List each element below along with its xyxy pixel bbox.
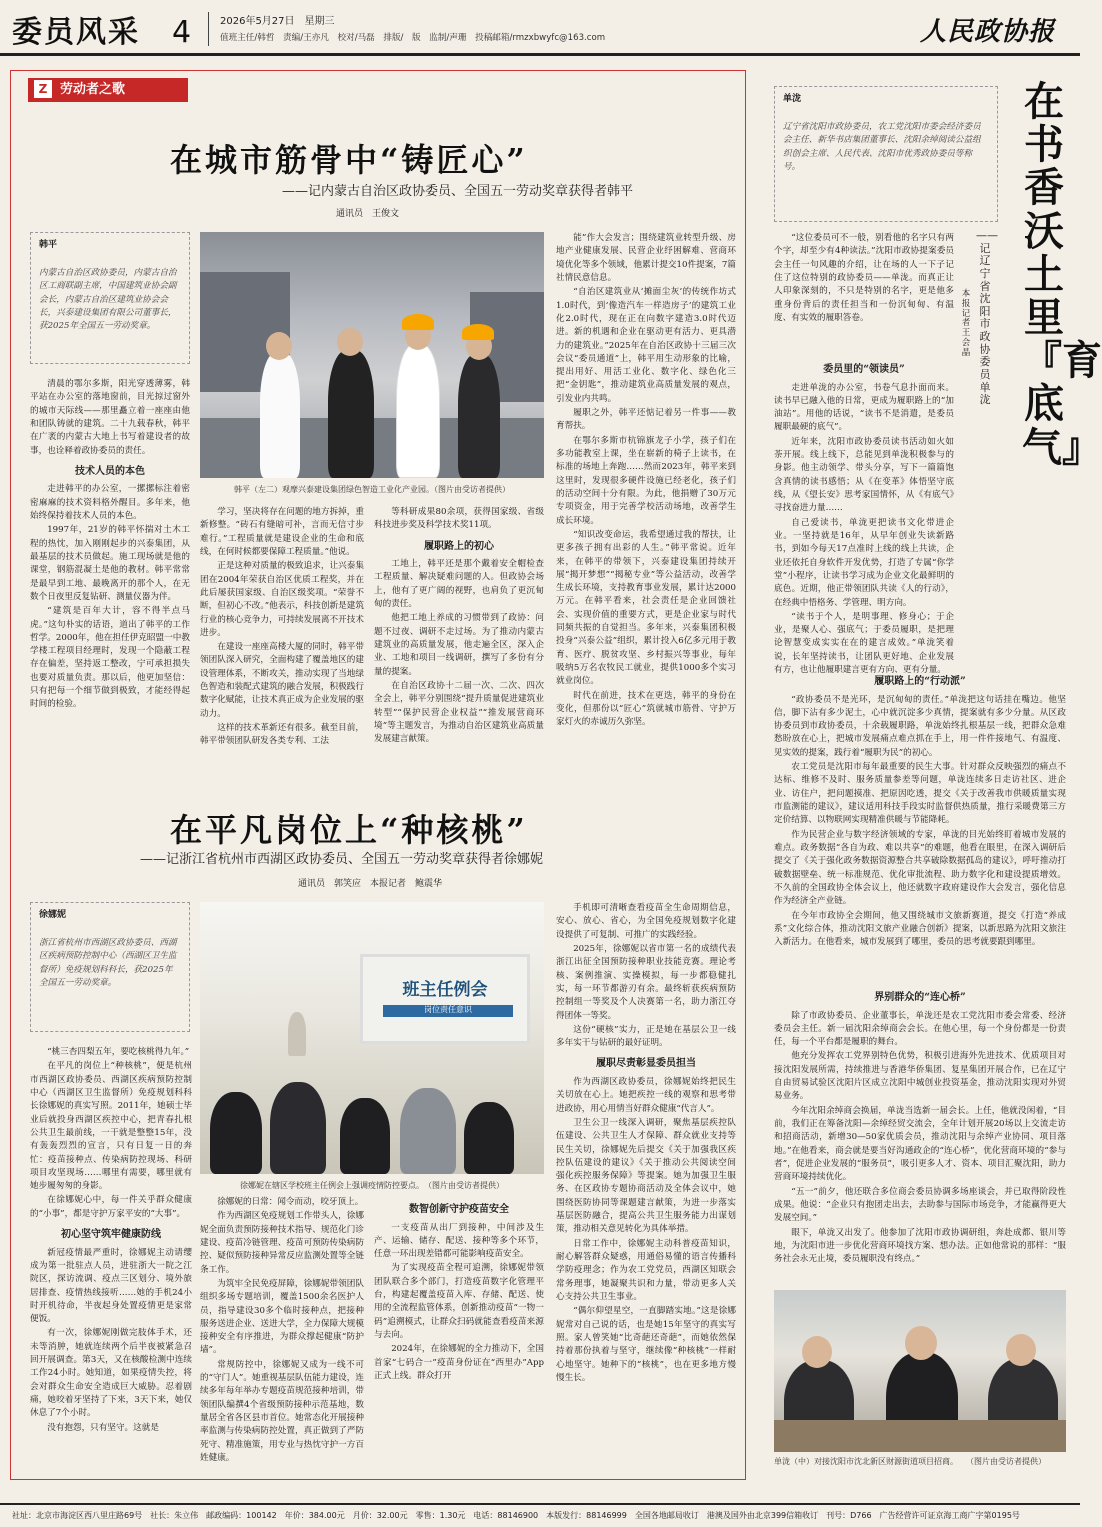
photo-helmet (462, 324, 494, 340)
paragraph: 这份“硬核”实力，正是她在基层公卫一线多年实干与钻研的最好证明。 (556, 1024, 736, 1049)
photo-person (260, 352, 300, 478)
paragraph: “五一”前夕，他还联合多位商会委员协调多场座谈会，并已取得阶段性成果。他说：“企业只有抱团走出去，去助参与国际市场竞争，才能赢得更大发展空间。” (774, 1186, 1066, 1224)
article2-title: 在平凡岗位上“种核桃” (170, 811, 528, 849)
article2-column-1 (30, 1046, 192, 1470)
paragraph: “这位委员可不一般，别看他的名字只有两个字，却至少有4种读法。”沈阳市政协提案委员会主任一句风趣的介绍，让在场的人一下子记住了这位特别的政协委员——单泷。而真正让人印象深刻的，不只是特别的名字，更是他多重身份背后的责任担当和一份沉甸甸、有温度、有实效的履职答卷。 (774, 233, 954, 323)
section-name: 委员风采 (12, 15, 140, 50)
paragraph: 眼下，单泷又出发了。他参加了沈阳市政协调研组，奔赴成都、银川等地，为沈阳市进一步优化营商环境找方案、想办法。正如他常说的那样：“服务社会永无止境，委员履职没有终点。” (774, 1227, 1066, 1265)
article2-bio-text: 浙江省杭州市西湖区政协委员、西湖区疾病预防控制中心（西湖区卫生监督所）免疫规划科科长，获2025年全国五一劳动奖章。 (39, 937, 177, 988)
paragraph: 在自治区政协十二届一次、二次、四次全会上，韩平分别围绕“提升质量促进建筑业转型”“保护民营企业权益”“推发展营商环境”等主题发言，为推动自治区建筑业高质量发展建言献策。 (374, 680, 544, 745)
article3-photo (774, 1290, 1066, 1452)
paragraph: 近年来，沈阳市政协委员读书活动如火如荼开展。线上线下，总能见到单泷积极参与的身影。他主动领学、带头分享，写下一篇篇饱含真情的读书感悟；从《在变革》体悟坚守底线，从《望长安》思考家国情怀，从《有底气》寻找奋进力量…… (774, 436, 954, 514)
article3-intro (774, 232, 954, 354)
photo-head (1006, 1334, 1036, 1366)
paragraph: “自治区建筑业从‘摊面尘灰’的传统作坊式1.0时代，到‘像造汽车一样造房子’的建筑工业化2.0时代，现在正在向数字建造3.0时代迈进。新的机遇和企业在驱动更有活力、更具潜力的建筑业。”2025年在自治区政协十三届三次会议“委员通道”上，韩平用生动形象的比喻，提出用好、用活工业化、数字化、绿色化三把“金钥匙”，推动建筑业高质量发展的观点，引发业内共鸣。 (556, 287, 736, 404)
paragraph: 常规防控中，徐娜妮又成为一线不可的“守门人”。她重视基层队伍能力建设，连续多年每年举办专题疫苗规范接种培训，带领团队编撰4个省级预防接种示范基地，数量居全省各区县市首位。她常态化开展接种率监测与传染病防控处置，真正做到了严防死守、精准施策，用专业与热忱守护一方百姓健康。 (200, 1359, 364, 1463)
paragraph: 这样的技术革新还有很多。截至目前，韩平带领团队研发各类专利、工法 (200, 723, 364, 747)
photo-person (328, 350, 374, 478)
photo-speaker (288, 1012, 306, 1056)
photo-head (266, 332, 292, 360)
photo-person (396, 344, 440, 478)
paragraph: 走进单泷的办公室，书卷气息扑面而来。读书早已融入他的日常，更成为履职路上的“加油站”。用他的话说，“读书不是消遣，是委员履职最硬的底气”。 (774, 382, 954, 433)
article1-subheading-1: 技术人员的本色 (75, 465, 145, 477)
paragraph: 1997年，21岁的韩平怀揣对土木工程的热忱，加入刚刚起步的兴泰集团，从最基层的技术员做起。施工现场就是他的课堂，钢筋混凝土是他的教材。韩平常常是最早到工地、最晚离开的那个人，在无数个日夜里反复钻研、测量仪器为伴。 (30, 525, 190, 602)
photo-audience (464, 1102, 514, 1174)
column-tag-label: 劳动者之歌 (60, 82, 126, 97)
article2-byline: 通讯员 郭笑应 本报记者 鲍震华 (298, 879, 443, 889)
paragraph: “知识改变命运，我希望通过我的帮扶，让更多孩子拥有出彩的人生。”韩平常说。近年来，在韩平的带领下，兴泰建设集团持续开展“揭开梦想”“揭秘专业”等公益活动，改善学生成长环境，支持教育事业发展，累计达2000万元。在韩平看来，社会责任是企业回馈社会、实现价值的重要方式，更是企业家与时代同频共振的自觉担当。多年来，兴泰集团积极投身“兴泰公益”组织，累计投入6亿多元用于教育、医疗、脱贫攻坚、乡村振兴等事业，每年吸纳5万名农牧民工就业，提供1000多个实习就业岗位。 (556, 529, 736, 687)
article3-title-block (1008, 78, 1102, 640)
article3-bio-box (774, 86, 998, 222)
page-number: 4 (172, 15, 192, 50)
paragraph: 日常工作中，徐娜妮主动科普疫苗知识，耐心解答群众疑惑，用通俗易懂的语言传播科学防疫理念；作为农工党党员，西湖区知联会常务理事，她凝聚共识和力量，带动更多人关心支持公共卫生事业。 (556, 1238, 736, 1302)
paragraph: 没有抱怨，只有坚守。这就是 (47, 1422, 159, 1433)
paragraph: “偶尔仰望星空，一直脚踏实地。”这是徐娜妮常对自己说的话，也是她15年坚守的真实写照。家人曾笑她“比奇葩还奇葩”，而她依然保持着那份执着与坚守，继续像“种核桃”一样耐心地坚守。她种下的“核桃”，也在更多地方慢慢生长。 (556, 1306, 736, 1383)
footer: 社址：北京市海淀区西八里庄路69号 社长：朱立伟 邮政编码：100142 年价：384.00元 月价：32.00元 零售：1.30元 电话：88146900 本版发行：88146999 全国各地邮局收订 港澳及国外由北京399信箱收订 刊号：D766 广告经营许可证京海工商广字第0195号 (0, 1503, 1080, 1527)
article2-column-3 (374, 1196, 544, 1470)
paragraph: 为筑牢全民免疫屏障，徐娜妮带领团队组织多场专题培训，覆盖1500余名医护人员，指导建设30多个临时接种点，把接种服务送进企业、送进大学，全力保障大规模接种安全有序推进，为群众撑起健康“防护墙”。 (200, 1278, 364, 1356)
paragraph: 正是这种对质量的极致追求，让兴泰集团在2004年荣获自治区优质工程奖，并在此后屡获国家级、自治区级奖项。“荣誉不断，但初心不改。”他表示，科技创新是建筑行业的核心竞争力，可持续发展离不开技术进步。 (200, 561, 364, 638)
paragraph: 2025年，徐娜妮以省市第一名的成绩代表浙江出征全国预防接种职业技能竞赛。理论考核、案例推演、实操模拟，每一步都稳健扎实，每一环节都游刃有余。最终斩获疾病预防控制组一等奖及个人决赛第一名，助力浙江夺得团体一等奖。 (556, 943, 736, 1021)
paragraph: 作为民营企业与数字经济领域的专家，单泷的目光始终盯着城市发展的难点。政务数据“各自为政、难以共享”的难题，他看在眼里，在深入调研后提交了《关于强化政务数据资源整合共享破除数据孤岛的建议》，呼吁推动打破数据壁垒、统一标准规范、优化审批流程、助力数字化和建设提质增效。不久前的全国政协全体会议上，他还就数字政府建设作大会发言，强化信息作为经济全产业链。 (774, 829, 1066, 907)
paragraph: 在徐娜妮心中，每一件关乎群众健康的“小事”，都是守护万家平安的“大事”。 (30, 1195, 192, 1219)
article1-byline: 通讯员 王俊文 (336, 209, 400, 219)
article3-byline: 本报记者 王会晶 (961, 289, 979, 358)
photo-head (905, 1326, 937, 1360)
paragraph: 一支疫苗从出厂到接种，中间涉及生产、运输、储存、配送、接种等多个环节，任意一环出现差错都可能影响疫苗安全。 (374, 1222, 544, 1260)
paragraph: 在鄂尔多斯市杭锦旗龙子小学，孩子们在多功能教室上课，坐在崭新的椅子上读书，在标准的场地上奔跑……然而2023年，韩平来到这里时，发现很多硬件设施已经老化，孩子们的活动空间十分有限。为此，他捐赠了30万元专项资金，用于完善学校活动场地，改善学生成长环境。 (556, 435, 736, 526)
paragraph: 作为西湖区免疫规划工作带头人，徐娜妮全面负责预防接种技术指导、规范化门诊建设、疫苗冷链管理、疫苗可预防传染病防控、疑似预防接种异常反应监测处置等全链条工作。 (200, 1211, 364, 1275)
paragraph: 他充分发挥农工党界别特色优势，积极引进海外先进技术、优质项目对接沈阳发展所需，持续推进与香港华侨集团、复星集团开展合作，已在辽宁自由贸易试验区沈阳片区成立沈阳中城创业投资基金，推动沈阳实现对外贸易业务。 (774, 1051, 1066, 1102)
newspaper-logo: 人民政协报 (920, 17, 1056, 47)
paragraph: “政协委员不是光环，是沉甸甸的责任。”单泷把这句话挂在嘴边。他坚信，脚下沾有多少泥土，心中就沉淀多少真情，提案就有多少分量。从区政协委员到市政协委员，十余载履职路，单泷始终扎根基层一线，把群众急难愁盼放在心上，把城市发展痛点难点抓在手上，用一件件接地气、有温度、见实效的提案，践行着“履职为民”的初心。 (774, 694, 1066, 758)
header-divider (208, 12, 209, 46)
article1-column-2 (200, 506, 364, 760)
paragraph: 徐娜妮的日常：闻令而动，咬牙顶上。 (217, 1197, 364, 1207)
article2-subheading-3: 履职尽责彰显委员担当 (596, 1058, 696, 1070)
paragraph: 今年沈阳余绰商会换届，单泷当选新一届会长。上任，他就没闲着，“目前，我们正在筹备沈阳—余绰经贸交流会，全年计划开展20场以上交流走访和招商活动，新增30—50家优质会员，推动沈阳与余绰产业协同、项目落地。”在他看来，商会就是要当好沟通政企的“连心桥”，优化营商环境的“参与者”，促进企业发展的“服务员”，吸引更多人才、资本、项目汇聚沈阳，助力营商环境持续优化。 (774, 1105, 1066, 1183)
article1-bio-box (30, 232, 190, 364)
article1-column-1 (30, 378, 190, 760)
article2-subtitle: ——记浙江省杭州市西湖区政协委员、全国五一劳动奖章获得者徐娜妮 (140, 852, 544, 867)
article2-photo-caption: 徐娜妮在辖区学校班主任例会上强调疫情防控要点。 （图片由受访者提供） (240, 1181, 504, 1190)
article1-column-3 (374, 506, 544, 760)
photo-head (802, 1336, 832, 1368)
article1-subheading-2: 履职路上的初心 (424, 540, 494, 552)
photo-helmet (402, 314, 434, 330)
article3-subtitle: ——记辽宁省沈阳市政协委员单泷 (976, 229, 998, 407)
paragraph: 手机即可清晰查看疫苗全生命周期信息，安心、放心、省心，为全国免疫规划数字化建设提供了可复制、可推广的实践经验。 (556, 903, 736, 940)
paragraph: 在今年市政协全会期间，他又围绕城市文旅新赛道，提交《打造“养成系”文化综合体，推动沈阳文旅产业融合创新》提案，以新思路为沈阳文旅注入新活力。在他看来，城市发展到了哪里，委员的思考就要跟到哪里。 (774, 910, 1066, 948)
article3-title: 在书香沃土里『育底气』 (1022, 78, 1102, 471)
article2-bio-name: 徐娜妮 (39, 910, 67, 920)
photo-audience (270, 1082, 326, 1174)
paragraph: 履职之外，韩平还惦记着另一件事——教育帮扶。 (556, 408, 736, 432)
article2-subheading-1: 初心坚守筑牢健康防线 (61, 1229, 161, 1241)
article1-photo (200, 232, 544, 478)
paragraph: “桃三杏四梨五年，要吃核桃得九年。” (47, 1047, 190, 1057)
photo-screen-bar-text: 岗位责任意识 (424, 1005, 472, 1014)
article1-title: 在城市筋骨中“铸匠心” (170, 141, 528, 179)
paragraph: 等科研成果80余项，获得国家级、省级科技进步奖及科学技术奖11项。 (374, 507, 544, 531)
photo-person (458, 354, 500, 478)
article3-section-1 (774, 356, 954, 676)
paragraph: 2024年，在徐娜妮的全力推动下，全国首家“七码合一”疫苗身份证在“西里办”App正式上线。群众打开 (374, 1344, 544, 1381)
date-line: 2026年5月27日 星期三 (220, 16, 335, 27)
paragraph: 走进韩平的办公室，一摞摞标注着密密麻麻的技术资料格外醒目。多年来，他始终保持着技术人员的本色。 (30, 484, 190, 521)
paragraph: 在建设一座座高楼大厦的同时，韩平带领团队深入研究，全面构建了覆盖地区的建设管理体系，不断攻关，推动实现了当地绿色智造和装配式建筑的融合发展，积极践行数字化赋能，让技术真正成为企业发展的驱动力。 (200, 642, 364, 719)
article1-photo-caption: 韩平（左二）观摩兴泰建设集团绿色智造工业化产业园。（图片由受访者提供） (234, 485, 510, 494)
article3-subheading-3: 界别群众的“连心桥” (874, 992, 966, 1003)
paragraph: 工地上，韩平还是那个戴着安全帽检查工程质量、解决疑难问题的人。但政协会场上，他有了更广阔的视野，也肩负了更沉甸甸的责任。 (374, 559, 544, 610)
paragraph: 农工党员是沈阳市每年最重要的民生大事。针对群众反映强烈的痛点不达标、维修不及时、服务质量参差等问题，单泷连续多日走访社区、进企业、访住户，把问题摸准、把原因吃透，提交《关于改善我市供暖质量实现市监测能的建议》，建议适用科技手段实时监督供热质量，推行采暖费第三方定价结算、以物联网实现精准供暖与节能降耗。 (774, 762, 1066, 826)
photo-audience (400, 1088, 456, 1174)
article3-section-2 (774, 668, 1066, 974)
masthead (0, 0, 1080, 56)
article3-subheading-2: 履职路上的“行动派” (874, 676, 966, 687)
article2-subheading-2: 数智创新守护疫苗安全 (409, 1204, 509, 1215)
photo-projection-screen (360, 954, 530, 1044)
article3-bio-text: 辽宁省沈阳市政协委员，农工党沈阳市委会经济委员会主任、新华书店集团董事长、沈阳余绰阅读公益组织创会主席、人民代表、沈阳市优秀政协委员等称号。 (783, 121, 981, 172)
paragraph: 作为西湖区政协委员，徐娜妮始终把民生关切放在心上。她把疾控一线的观察和思考带进政协，用心用情当好群众健康“代言人”。 (556, 1076, 736, 1114)
paragraph: 时代在前进，技术在更迭，韩平的身份在变化，但那份以“匠心”筑就城市筋骨、守护万家灯火的赤诚历久弥坚。 (556, 690, 736, 728)
column-tag-letter: Z (34, 80, 52, 98)
paragraph: “读书于个人，是明事理、修身心；于企业，是聚人心、强底气；于委员履职，是把理论智慧变成实实在在的建言成效。”单泷笑着说，长年坚持读书，让团队更好地、企业发展有方，也让他履职建言更有方向、更有分量。 (774, 611, 954, 676)
paragraph: 新冠疫情最严重时，徐娜妮主动请缨成为第一批驻点人员，进驻浙大一院之江院区，探访流调、疫点三区划分、境外旅居排查、疫情热线接听……她的手机24小时开机待命，半夜起身处置疫情更是家常便饭。 (30, 1247, 192, 1325)
paragraph: 清晨的鄂尔多斯，阳光穿透薄雾，韩平站在办公室的落地窗前，目光掠过窗外的城市天际线——那里矗立着一座座由他和团队铸就的建筑。二十九载春秋，韩平在广袤的内蒙古大地上书写着建设者的故事，也诠释着政协委员的责任。 (30, 379, 190, 456)
photo-table (774, 1420, 1066, 1452)
spacer (1006, 80, 1022, 81)
article2-bio-box (30, 902, 190, 1032)
editors-line: 值班主任/韩哲 责编/王亦凡 校对/马磊 排版/ 版 监制/声珊 投稿邮箱/rmzxbwyfc@163.com (220, 33, 606, 43)
paragraph: 能”作大会发言；围绕建筑业转型升级、房地产业健康发展、民营企业纾困解难、营商环境优化等多个领域，他累计提交10件提案，7篇社情民意信息。 (556, 233, 736, 283)
paragraph: 除了市政协委员、企业董事长，单泷还是农工党沈阳市委会常委、经济委员会主任。新一届沈阳余绰商会会长。在他心里，每一个身份都是一份责任，每一个平台都是履职的舞台。 (774, 1010, 1066, 1048)
photo-audience (210, 1092, 262, 1174)
photo-audience (340, 1098, 390, 1174)
paragraph: “建筑是百年大计，容不得半点马虎。”这句朴实的话语，道出了韩平的工作哲学。2000年，他在担任伊克昭盟一中教学楼工程项目经理时，发现一个隐蔽工程存在偏差，坚持返工整改，宁可承担损失也要对质量负责。那以后，他更加坚信：只有把每一个细节做到极致，才能经得起时间的检验。 (30, 606, 190, 710)
column-tag (28, 78, 188, 102)
article2-column-2 (200, 1196, 364, 1470)
article3-photo-caption: 单泷（中）对接沈阳市沈北新区财源街道项目招商。 （图片由受访者提供） (774, 1457, 1046, 1466)
article1-column-4 (556, 232, 736, 760)
paragraph: 卫生公卫一线深入调研，聚焦基层疾控队伍建设、公共卫生人才保障、群众就业支持等民生关切，徐娜妮先后提交《关于加强我区疾控队伍建设的建议》《关于推动公共阅读空间 强化疾控服务保障》等提案。她为加强卫生服务、在区政协专题协商活动及全体会议中，她围绕医防协同等课题建言献策，为进一步落实基层医防融合，提高公共卫生服务能力出谋划策，推动相关意见转化为具体举措。 (556, 1117, 745, 1235)
article3-subheading-1: 委员里的“领读员” (823, 364, 905, 375)
photo-screen-title: 班主任例会 (402, 980, 488, 1000)
article1-bio-text: 内蒙古自治区政协委员，内蒙古自治区工商联副主席，中国建筑业协会副会长，内蒙古自治区建筑业协会会长，兴泰建设集团有限公司董事长，获2025年全国五一劳动奖章。 (39, 267, 177, 332)
photo-head (337, 328, 363, 356)
paragraph: 他把工地上养成的习惯带到了政协：问题不过夜、调研不走过场。为了推动内蒙古建筑业的高质量发展，他走遍全区，深入企业、工地和项目一线调研，撰写了多份有分量的提案。 (374, 613, 544, 677)
article1-subtitle: ——记内蒙古自治区政协委员、全国五一劳动奖章获得者韩平 (282, 184, 634, 199)
article2-photo (200, 902, 544, 1174)
paragraph: 学习，坚决将存在问题的地方拆掉，重新修整。“砖石有缝暗可补，言而无信寸步难行。”工程质量就是建设企业的生命和底线，在何时候都要保障工程质量。”他说。 (200, 507, 364, 557)
paragraph: 在平凡的岗位上“种核桃”，便是杭州市西湖区政协委员、西湖区疾病预防控制中心（西湖区卫生监督所）免疫规划科科长徐娜妮的真实写照。2011年，她硕士毕业后就投身西湖区疾控中心，把青春扎根公共卫生最前线，一干就是整整15年，没有轰轰烈烈的宣言，只有日复一日的奔忙：疫苗接种点、传染病防控现场、科研项目攻坚现场……哪里有需要，哪里就有她步履匆匆的身影。 (30, 1061, 192, 1192)
paragraph: 有一次，徐娜妮刚做完肢体手术，还未等消肿，她就连续两个后半夜被紧急召回开展调查。第3天，又在核酸检测中连续工作24小时。她知道，如果疫情失控，将会对群众生命安全造成巨大威胁。忍着剧痛，她咬着牙坚持了下来，3天下来，她仅休息了7个小时。 (30, 1328, 192, 1419)
article3-section-3 (774, 984, 1066, 1280)
article1-bio-name: 韩平 (39, 240, 58, 250)
article3-bio-name: 单泷 (783, 94, 802, 104)
article2-column-4 (556, 902, 745, 1470)
paragraph: 为了实现疫苗全程可追溯，徐娜妮带领团队联合多个部门，打造疫苗数字化管理平台，构建起覆盖疫苗入库、存储、配送、使用的全流程监管体系，创新推动疫苗“一物一码”追溯模式，让群众扫码就能查看疫苗来源与去向。 (374, 1263, 544, 1340)
paragraph: 自己爱读书，单泷更把读书文化带进企业。一坚持就是16年，从早年创业失读新路书，到如今每天17点准时上线的线上共读，企业还依托自身软件开发优势，打造了专属“你学堂”小程序，让读书学习成为企业文化最鲜明的底色。近期，他正带领团队共读《人的行动》，在经典中悟格务、学管理、明方向。 (774, 517, 954, 608)
